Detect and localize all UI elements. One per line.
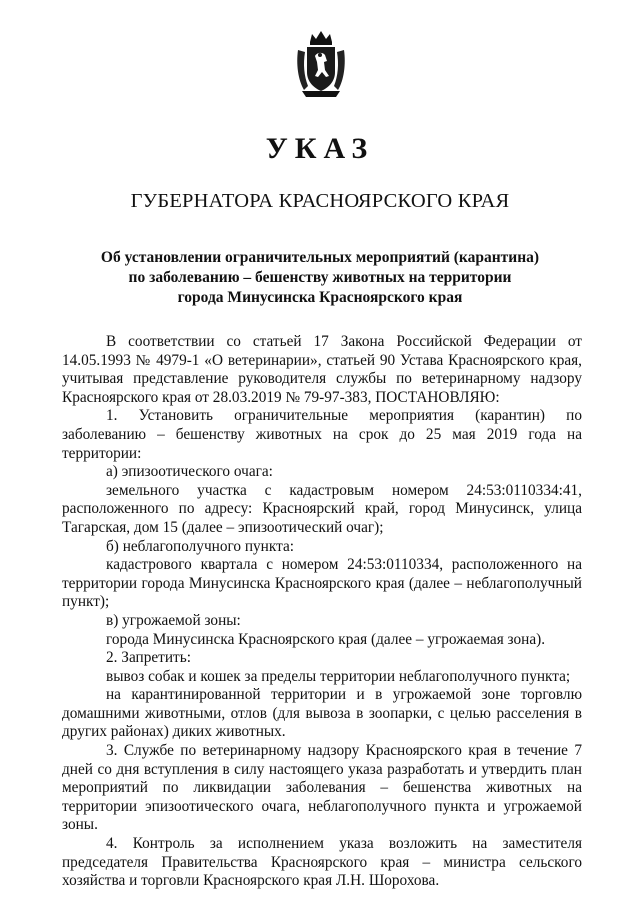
item-4-paragraph: 4. Контроль за исполнением указа возложить на заместителя председателя Правительства Красноярского края – министра сельского хозяйства и торговли Красноярского края Л.Н. Шорохова. <box>62 835 582 890</box>
decree-title-line: Об установлении ограничительных мероприятий (карантина) <box>100 249 540 266</box>
decree-title-line: города Минусинска Красноярского края <box>177 289 463 306</box>
decree-heading: УКАЗ <box>265 132 375 165</box>
item-2-paragraph: 2. Запретить: <box>106 649 191 667</box>
item-1c-label: в) угрожаемой зоны: <box>106 611 241 629</box>
item-1b-label: б) неблагополучного пункта: <box>106 537 295 555</box>
item-1c-text: города Минусинска Красноярского края (далее – угрожаемая зона). <box>106 630 546 648</box>
decree-title <box>60 248 580 308</box>
item-1b-text: кадастрового квартала с номером 24:53:0110334, расположенного на территории города Минусинска Красноярского края (далее – неблагополучный пункт); <box>62 556 582 611</box>
issuing-authority: ГУБЕРНАТОРА КРАСНОЯРСКОГО КРАЯ <box>130 190 510 212</box>
item-3-paragraph: 3. Службе по ветеринарному надзору Красноярского края в течение 7 дней со дня вступления в силу настоящего указа разработать и утвердить план мероприятий по ликвидации заболевания – бешенства животных на территории эпизоотического очага, неблагополучного пункта и угрожаемой зоны. <box>62 742 582 834</box>
item-1a-label: а) эпизоотического очага: <box>106 463 273 481</box>
decree-body <box>62 333 582 891</box>
item-2-prohibition-b: на карантинированной территории и в угрожаемой зоне торговлю домашними животными, отлов (для вывоза в зоопарки, с целью расселения в других районах) диких животных. <box>62 686 582 741</box>
item-1a-text: земельного участка с кадастровым номером 24:53:0110334:41, расположенного по адресу: Красноярский край, город Минусинск, улица Тагарская, дом 15 (далее – эпизоотический очаг); <box>62 481 582 536</box>
decree-title-line: по заболеванию – бешенству животных на территории <box>128 269 512 286</box>
item-2-prohibition-a: вывоз собак и кошек за пределы территории неблагополучного пункта; <box>106 667 571 685</box>
item-1-paragraph: 1. Установить ограничительные мероприятия (карантин) по заболеванию – бешенству животных на срок до 25 мая 2019 года на территории: <box>62 407 582 462</box>
preamble-paragraph: В соответствии со статьей 17 Закона Российской Федерации от 14.05.1993 № 4979-1 «О ветеринарии», статьей 90 Устава Красноярского края, учитывая представление руководителя службы по ветеринарному надзору Красноярского края от 28.03.2019 № 79-97-383, ПОСТАНОВЛЯЮ: <box>62 333 582 406</box>
coat-of-arms-icon <box>296 28 346 100</box>
